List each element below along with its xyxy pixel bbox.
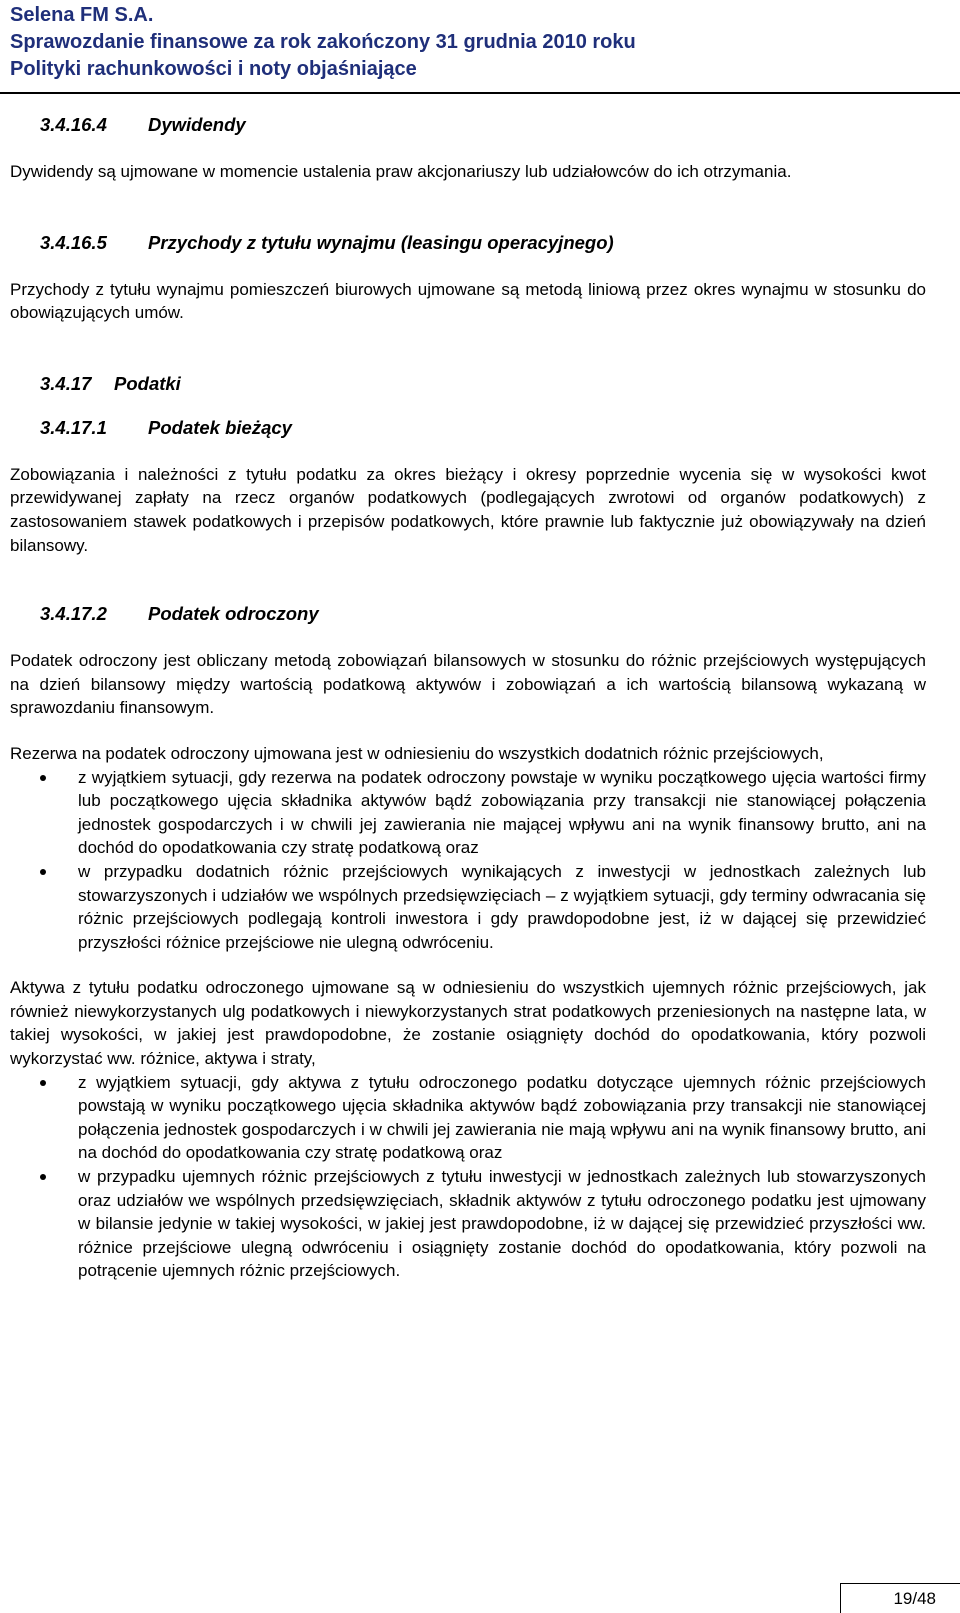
- list-item: z wyjątkiem sytuacji, gdy aktywa z tytułu odroczonego podatku dotyczące ujemnych różnic przejściowych powstają w wyniku początkowego ujęcia składnika aktywów bądź zobowiązania przy transakcji nie stanowiącej połączenia jednostek gospodarczych i w chwili jej zawierania nie mają wpływu ani na wynik finansowy brutto, ani na dochód do opodatkowania czy stratę podatkową oraz: [10, 1071, 926, 1165]
- paragraph-deferred-tax-1: Podatek odroczony jest obliczany metodą zobowiązań bilansowych w stosunku do różnic przejściowych występujących na dzień bilansowy między wartością podatkową aktywów i zobowiązań a ich wartością bilansową wykazaną w sprawozdaniu finansowym.: [10, 651, 926, 718]
- bullet-icon: [40, 775, 46, 781]
- header-divider: [0, 92, 960, 94]
- bullet-icon: [40, 1174, 46, 1180]
- section-heading-dividends: [10, 112, 926, 138]
- paragraph-lease-income: Przychody z tytułu wynajmu pomieszczeń biurowych ujmowane są metodą liniową przez okres wynajmu w stosunku do obowiązujących umów.: [10, 279, 926, 323]
- section-title: Dywidendy: [148, 114, 246, 135]
- bullet-icon: [40, 1080, 46, 1086]
- bullet-icon: [40, 869, 46, 875]
- section-number: 3.4.16.4: [40, 114, 107, 135]
- paragraph-deferred-tax-2: Rezerwa na podatek odroczony ujmowana jest w odniesieniu do wszystkich dodatnich różnic przejściowych,: [10, 743, 824, 763]
- footer-divider-vertical: [840, 1583, 841, 1613]
- page-header: [10, 2, 636, 83]
- paragraph-dividends: Dywidendy są ujmowane w momencie ustalenia praw akcjonariuszy lub udziałowców do ich otrzymania.: [10, 162, 792, 181]
- bullet-list-provision: [10, 766, 926, 955]
- report-title: Sprawozdanie finansowe za rok zakończony 31 grudnia 2010 roku: [10, 31, 636, 53]
- company-name: Selena FM S.A.: [10, 4, 154, 26]
- list-item: z wyjątkiem sytuacji, gdy rezerwa na podatek odroczony powstaje w wyniku początkowego ujęcia wartości firmy lub początkowego ujęcia składnika aktywów bądź zobowiązania przy transakcji nie stanowiącej połączenia jednostek gospodarczych i w chwili jej zawierania nie mającej wpływu ani na wynik finansowy brutto, ani na dochód do opodatkowania czy stratę podatkową oraz: [10, 766, 926, 860]
- footer-divider: [840, 1583, 960, 1584]
- page-number: 19/48: [893, 1589, 936, 1608]
- section-title: Przychody z tytułu wynajmu (leasingu operacyjnego): [148, 231, 614, 253]
- section-number: 3.4.17: [40, 372, 92, 394]
- section-heading-deferred-tax: [10, 601, 926, 627]
- section-number: 3.4.17.2: [40, 603, 107, 625]
- section-heading-current-tax: [10, 415, 926, 441]
- paragraph-current-tax: Zobowiązania i należności z tytułu podatku za okres bieżący i okresy poprzednie wycenia się w wysokości kwot przewidywanej zapłaty na rzecz organów podatkowych (podlegających zwrotowi od organów podatkowych) z zastosowaniem stawek podatkowych i przepisów podatkowych, które prawnie lub faktycznie już obowiązywały na dzień bilansowy.: [10, 464, 926, 555]
- list-item: w przypadku dodatnich różnic przejściowych wynikających z inwestycji w jednostkach zależnych lub stowarzyszonych i udziałów we wspólnych przedsięwzięciach – z wyjątkiem sytuacji, gdy terminy odwracania się różnic przejściowych podlegają kontroli inwestora i gdy prawdopodobne jest, iż w dającej się przewidzieć przyszłości różnice przejściowe nie ulegną odwróceniu.: [10, 860, 926, 954]
- bullet-list-assets: [10, 1071, 926, 1283]
- paragraph-deferred-tax-3: Aktywa z tytułu podatku odroczonego ujmowane są w odniesieniu do wszystkich ujemnych różnic przejściowych, jak również niewykorzystanych ulg podatkowych i niewykorzystanych strat podatkowych przeniesionych na następne lata, w takiej wysokości, w jakiej jest prawdopodobne, że zostanie osiągnięty dochód do opodatkowania, który pozwoli wykorzystać ww. różnice, aktywa i straty,: [10, 978, 926, 1069]
- section-title: Podatek odroczony: [148, 603, 319, 625]
- section-title: Podatki: [114, 372, 181, 394]
- section-title: Podatek bieżący: [148, 416, 292, 438]
- section-heading-taxes: [10, 371, 926, 397]
- section-number: 3.4.17.1: [40, 416, 107, 438]
- section-title: Polityki rachunkowości i noty objaśniające: [10, 58, 417, 80]
- section-number: 3.4.16.5: [40, 231, 107, 253]
- section-heading-lease-income: [10, 230, 926, 256]
- list-item: w przypadku ujemnych różnic przejściowych z tytułu inwestycji w jednostkach zależnych lub stowarzyszonych oraz udziałów we wspólnych przedsięwzięciach, składnik aktywów z tytułu odroczonego podatku jest ujmowany w bilansie jedynie w takiej wysokości, w jakiej jest prawdopodobne, iż w dającej się przewidzieć przyszłości ww. różnice przejściowe ulegną odwróceniu i osiągnięty zostanie dochód do opodatkowania, który pozwoli na potrącenie ujemnych różnic przejściowych.: [10, 1165, 926, 1283]
- document-body: [10, 112, 926, 1283]
